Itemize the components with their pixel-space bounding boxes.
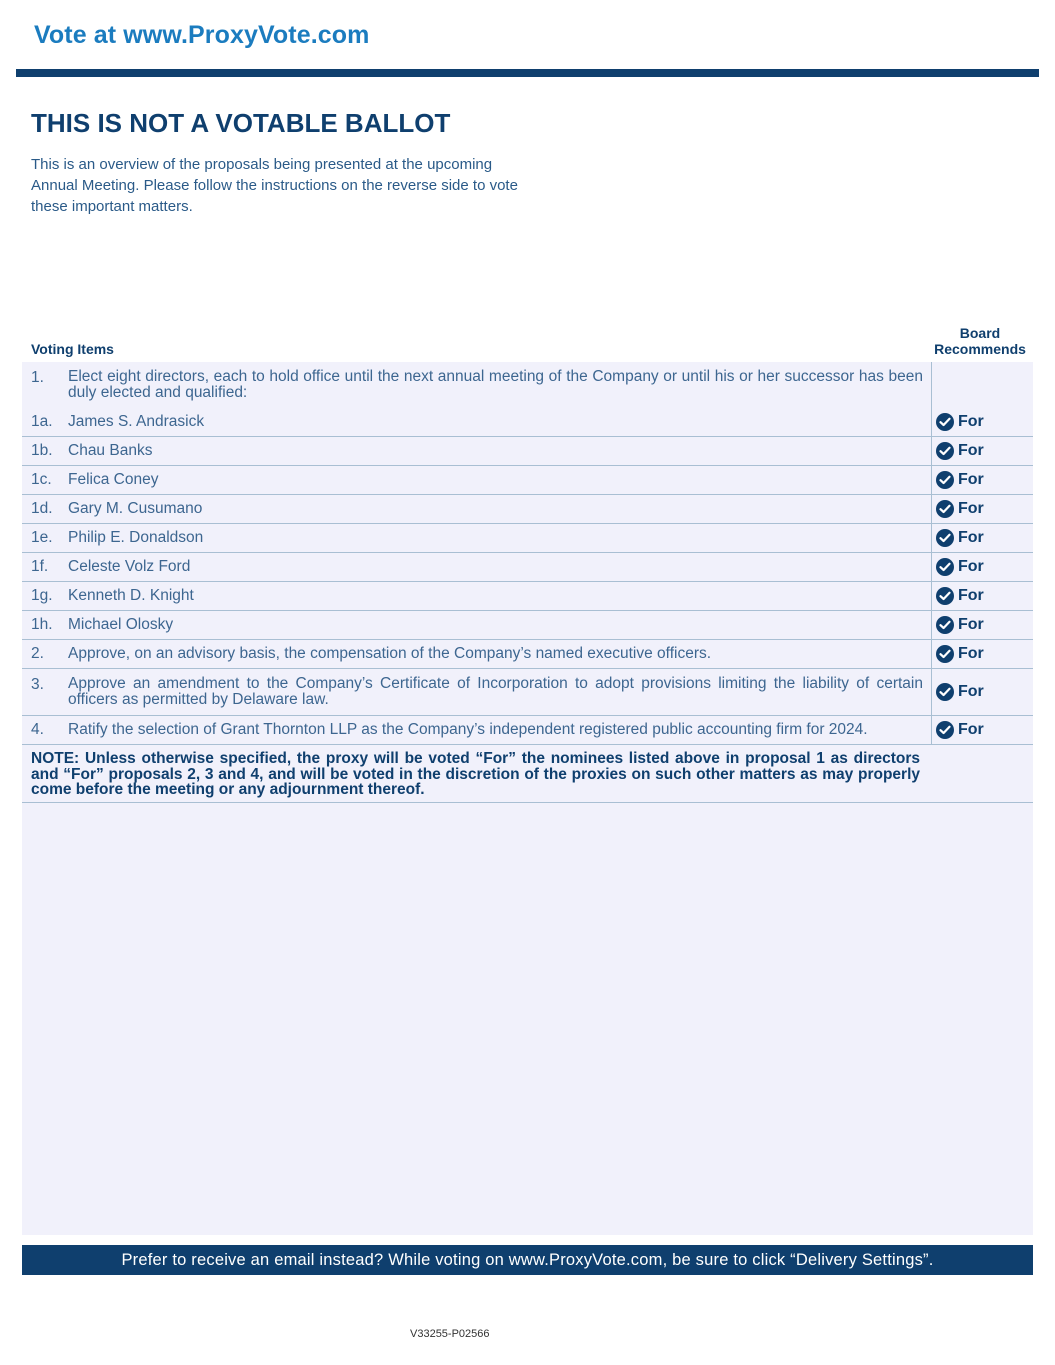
check-circle-icon <box>936 500 954 518</box>
proposal-number: 3. <box>31 676 44 693</box>
nominee-row <box>22 437 1033 466</box>
proposal-number: 1. <box>31 369 44 386</box>
board-header-line2: Recommends <box>934 341 1026 357</box>
board-recommendation <box>936 683 984 701</box>
board-header-line1: Board <box>959 325 1001 341</box>
nominee-row <box>22 466 1033 495</box>
recommendation-label: For <box>958 529 984 546</box>
nominee-row <box>22 611 1033 640</box>
nominee-number: 1e. <box>31 529 53 546</box>
board-recommendation <box>936 471 984 489</box>
proposal-3-row <box>22 669 1033 716</box>
nominee-row <box>22 495 1033 524</box>
nominee-name: Felica Coney <box>68 471 159 488</box>
proposal-text: Ratify the selection of Grant Thornton LLP as the Company’s independent registered public accounting firm for 2024. <box>68 721 868 738</box>
check-circle-icon <box>936 442 954 460</box>
nominee-number: 1h. <box>31 616 53 633</box>
proposal-text: Approve, on an advisory basis, the compensation of the Company’s named executive officers. <box>68 645 712 662</box>
voting-items-table <box>22 362 1033 1235</box>
board-recommendation <box>936 721 984 739</box>
nominee-name: James S. Andrasick <box>68 412 205 430</box>
recommendation-label: For <box>958 683 984 700</box>
proposal-text: Approve an amendment to the Company’s Certificate of Incorporation to adopt provisions limiting the liability of certain officers as permitted by Delaware law. <box>68 675 923 708</box>
nominee-name: Celeste Volz Ford <box>68 558 191 575</box>
proposal-2-row <box>22 640 1033 669</box>
check-circle-icon <box>936 529 954 547</box>
recommendation-label: For <box>958 500 984 517</box>
voting-items-header: Voting Items <box>31 341 114 357</box>
check-circle-icon <box>936 645 954 663</box>
check-circle-icon <box>936 413 954 431</box>
table-header <box>22 322 1033 362</box>
email-delivery-banner: Prefer to receive an email instead? While voting on www.ProxyVote.com, be sure to click “Delivery Settings”. <box>22 1245 1033 1275</box>
nominee-name: Kenneth D. Knight <box>68 587 194 604</box>
recommendation-label: For <box>958 616 984 633</box>
nominee-number: 1b. <box>31 442 53 459</box>
nominee-row <box>22 553 1033 582</box>
recommendation-label: For <box>958 587 984 604</box>
proposal-1-row <box>22 362 1033 407</box>
nominee-row <box>22 407 1033 437</box>
nominee-number: 1f. <box>31 558 49 575</box>
board-recommendation <box>936 645 984 663</box>
proposal-text: Elect eight directors, each to hold office until the next annual meeting of the Company or until his or her successor has been duly elected and qualified: <box>68 368 923 401</box>
check-circle-icon <box>936 721 954 739</box>
intro-text: This is an overview of the proposals being presented at the upcoming Annual Meeting. Please follow the instructions on the reverse side to vote these important matters. <box>31 156 518 215</box>
board-recommendation <box>936 587 984 605</box>
recommendation-label: For <box>958 442 984 459</box>
board-recommendation <box>936 616 984 634</box>
check-circle-icon <box>936 616 954 634</box>
recommendation-label: For <box>958 721 984 738</box>
nominee-name: Philip E. Donaldson <box>68 529 204 546</box>
document-code: V33255-P02566 <box>410 1328 490 1340</box>
recommendation-label: For <box>958 558 984 575</box>
check-circle-icon <box>936 558 954 576</box>
board-recommendation <box>936 442 984 460</box>
nominee-name: Gary M. Cusumano <box>68 500 203 517</box>
check-circle-icon <box>936 471 954 489</box>
nominee-row <box>22 524 1033 553</box>
nominee-name: Michael Olosky <box>68 616 174 633</box>
nominee-number: 1d. <box>31 500 53 517</box>
proposal-number: 2. <box>31 645 44 662</box>
board-recommendation <box>936 558 984 576</box>
nominee-number: 1g. <box>31 587 53 604</box>
note-row <box>22 745 1033 803</box>
nominee-number: 1c. <box>31 471 52 488</box>
page-title: THIS IS NOT A VOTABLE BALLOT <box>31 108 451 138</box>
nominee-row <box>22 582 1033 611</box>
recommendation-label: For <box>958 471 984 488</box>
board-recommendation <box>936 500 984 518</box>
board-recommendation <box>936 529 984 547</box>
recommendation-label: For <box>958 645 984 662</box>
header-divider <box>16 69 1039 77</box>
proxyvote-header-link[interactable]: Vote at www.ProxyVote.com <box>34 21 370 49</box>
check-circle-icon <box>936 587 954 605</box>
board-recommends-header <box>931 325 1029 357</box>
proposal-number: 4. <box>31 721 44 738</box>
voting-note: NOTE: Unless otherwise specified, the proxy will be voted “For” the nominees listed above in proposal 1 as directors and “For” proposals 2, 3 and 4, and will be voted in the discretion of the proxies on such other matters as may properly come before the meeting or any adjournment thereof. <box>31 750 920 798</box>
board-recommendation <box>936 413 984 431</box>
check-circle-icon <box>936 683 954 701</box>
proposal-4-row <box>22 716 1033 745</box>
nominee-name: Chau Banks <box>68 442 153 459</box>
recommendation-label: For <box>958 412 984 430</box>
nominee-number: 1a. <box>31 412 53 430</box>
